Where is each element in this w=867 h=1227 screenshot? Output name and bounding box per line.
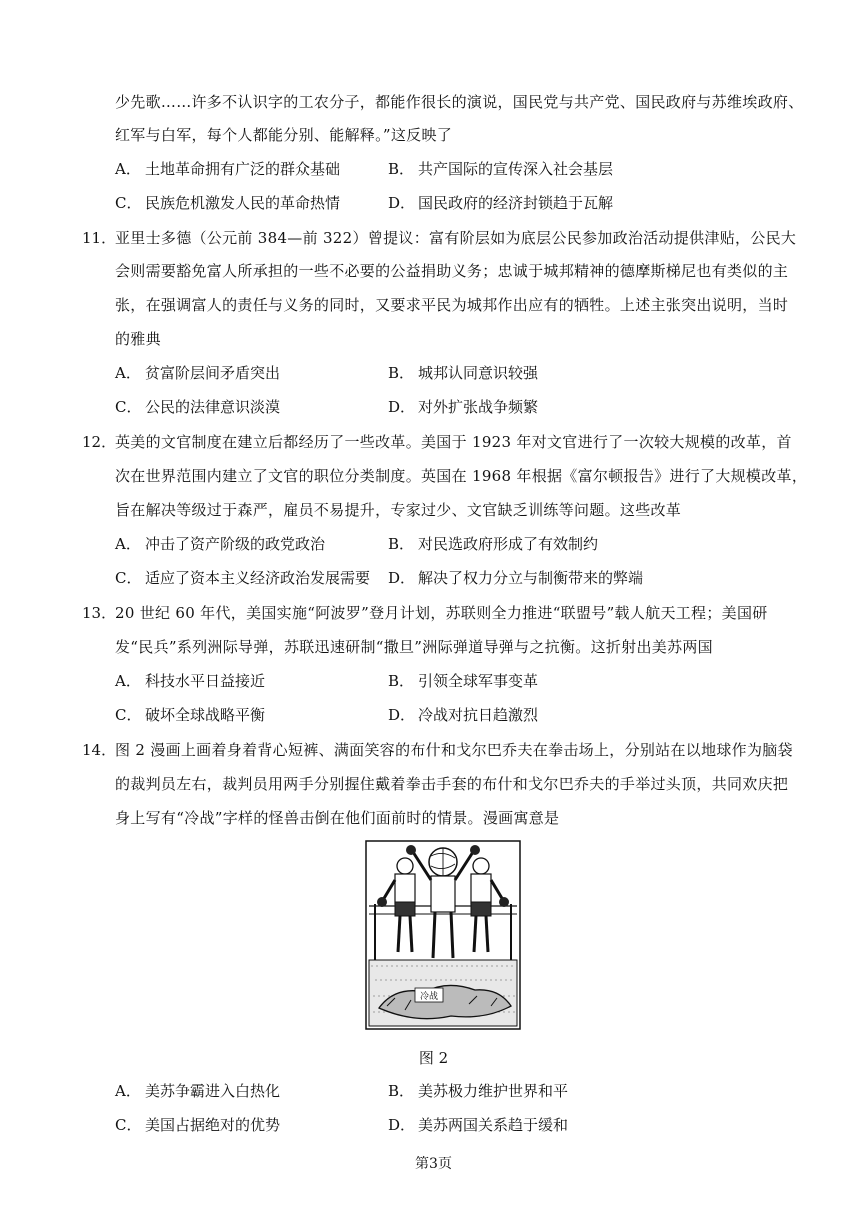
option-letter: B． <box>388 535 415 553</box>
q14-option-a <box>115 1081 280 1101</box>
q13-option-c <box>115 705 265 725</box>
option-text: 引领全球军事变革 <box>418 672 539 690</box>
option-text: 贫富阶层间矛盾突出 <box>145 364 281 382</box>
option-letter: D． <box>388 706 416 724</box>
option-text: 破坏全球战略平衡 <box>145 706 266 724</box>
q11-stem-line-3: 张，在强调富人的责任与义务的同时，又要求平民为城邦作出应有的牺牲。上述主张突出说明，当时 <box>115 296 789 314</box>
option-letter: C． <box>115 194 142 212</box>
q12-option-d <box>388 568 643 588</box>
q12-number: 12． <box>82 433 117 451</box>
option-letter: D． <box>388 569 416 587</box>
option-letter: A． <box>115 1082 141 1100</box>
q10-option-c <box>115 193 340 213</box>
option-text: 共产国际的宣传深入社会基层 <box>418 160 614 178</box>
option-text: 美苏极力维护世界和平 <box>418 1082 569 1100</box>
option-text: 民族危机激发人民的革命热情 <box>145 194 341 212</box>
q12-option-c <box>115 568 370 588</box>
q14-number: 14． <box>82 741 117 759</box>
option-text: 美苏两国关系趋于缓和 <box>418 1116 569 1134</box>
option-text: 科技水平日益接近 <box>145 672 266 690</box>
q14-stem-line-1: 图 2 漫画上画着身着背心短裤、满面笑容的布什和戈尔巴乔夫在拳击场上，分别站在以地球作为脑袋 <box>115 741 793 759</box>
option-text: 冷战对抗日趋激烈 <box>418 706 539 724</box>
option-text: 美国占据绝对的优势 <box>145 1116 281 1134</box>
option-text: 美苏争霸进入白热化 <box>145 1082 281 1100</box>
option-text: 解决了权力分立与制衡带来的弊端 <box>418 569 644 587</box>
option-text: 土地革命拥有广泛的群众基础 <box>145 160 341 178</box>
option-letter: D． <box>388 398 416 416</box>
cartoon-figure <box>365 840 521 1030</box>
option-text: 对民选政府形成了有效制约 <box>418 535 599 553</box>
figure-caption: 图 2 <box>418 1049 449 1067</box>
q10-option-b <box>388 159 613 179</box>
option-letter: A． <box>115 364 141 382</box>
option-letter: C． <box>115 706 142 724</box>
q11-stem-line-2: 会则需要豁免富人所承担的一些不必要的公益捐助义务；忠诚于城邦精神的德摩斯梯尼也有类似的主 <box>115 262 789 280</box>
q12-stem-line-3: 旨在解决等级过于森严，雇员不易提升，专家过少、文官缺乏训练等问题。这些改革 <box>115 501 682 519</box>
option-letter: A． <box>115 160 141 178</box>
option-letter: B． <box>388 672 415 690</box>
q13-stem-line-1: 20 世纪 60 年代，美国实施“阿波罗”登月计划，苏联则全力推进“联盟号”载人航天工程；美国研 <box>115 604 768 622</box>
option-letter: A． <box>115 535 141 553</box>
q13-stem-line-2: 发“民兵”系列洲际导弹，苏联迅速研制“撒旦”洲际弹道导弹与之抗衡。这折射出美苏两国 <box>115 638 713 656</box>
q14-option-c <box>115 1115 280 1135</box>
option-text: 对外扩张战争频繁 <box>418 398 539 416</box>
option-letter: D． <box>388 1116 416 1134</box>
option-letter: A． <box>115 672 141 690</box>
q11-option-a <box>115 363 280 383</box>
q11-number: 11． <box>82 229 117 247</box>
q13-option-d <box>388 705 538 725</box>
q13-option-a <box>115 671 265 691</box>
option-letter: B． <box>388 364 415 382</box>
cold-war-label: 冷战 <box>419 992 439 1002</box>
q11-option-c <box>115 397 280 417</box>
q11-stem-line-1: 亚里士多德（公元前 384—前 322）曾提议：富有阶层如为底层公民参加政治活动提供津贴，公民大 <box>115 229 797 247</box>
q10-stem-line-2: 红军与白军，每个人都能分别、能解释。”这反映了 <box>115 126 453 144</box>
q13-number: 13． <box>82 604 117 622</box>
q14-stem-line-3: 身上写有“冷战”字样的怪兽击倒在他们面前时的情景。漫画寓意是 <box>115 809 560 827</box>
q10-option-d <box>388 193 613 213</box>
option-letter: C． <box>115 398 142 416</box>
q12-option-a <box>115 534 325 554</box>
option-letter: D． <box>388 194 416 212</box>
q11-stem-line-4: 的雅典 <box>115 330 161 348</box>
q10-stem-line-1: 少先歌……许多不认识字的工农分子，都能作很长的演说，国民党与共产党、国民政府与苏维埃政府、 <box>115 93 804 111</box>
option-text: 国民政府的经济封锁趋于瓦解 <box>418 194 614 212</box>
q14-option-d <box>388 1115 568 1135</box>
option-letter: C． <box>115 1116 142 1134</box>
q12-option-b <box>388 534 598 554</box>
q14-stem-line-2: 的裁判员左右，裁判员用两手分别握住戴着拳击手套的布什和戈尔巴乔夫的手举过头顶，共同欢庆把 <box>115 775 789 793</box>
page-number: 第3页 <box>415 1156 452 1172</box>
q11-option-b <box>388 363 538 383</box>
q10-option-a <box>115 159 340 179</box>
option-text: 冲击了资产阶级的政党政治 <box>145 535 326 553</box>
option-letter: B． <box>388 160 415 178</box>
option-letter: B． <box>388 1082 415 1100</box>
option-text: 城邦认同意识较强 <box>418 364 539 382</box>
boxing-cartoon-illustration <box>365 840 521 1030</box>
option-letter: C． <box>115 569 142 587</box>
option-text: 公民的法律意识淡漠 <box>145 398 281 416</box>
option-text: 适应了资本主义经济政治发展需要 <box>145 569 371 587</box>
q12-stem-line-1: 英美的文官制度在建立后都经历了一些改革。美国于 1923 年对文官进行了一次较大规模的改革，首 <box>115 433 792 451</box>
q14-option-b <box>388 1081 568 1101</box>
q13-option-b <box>388 671 538 691</box>
q11-option-d <box>388 397 538 417</box>
q12-stem-line-2: 次在世界范围内建立了文官的职位分类制度。英国在 1968 年根据《富尔顿报告》进行了大规模改革， <box>115 467 808 485</box>
